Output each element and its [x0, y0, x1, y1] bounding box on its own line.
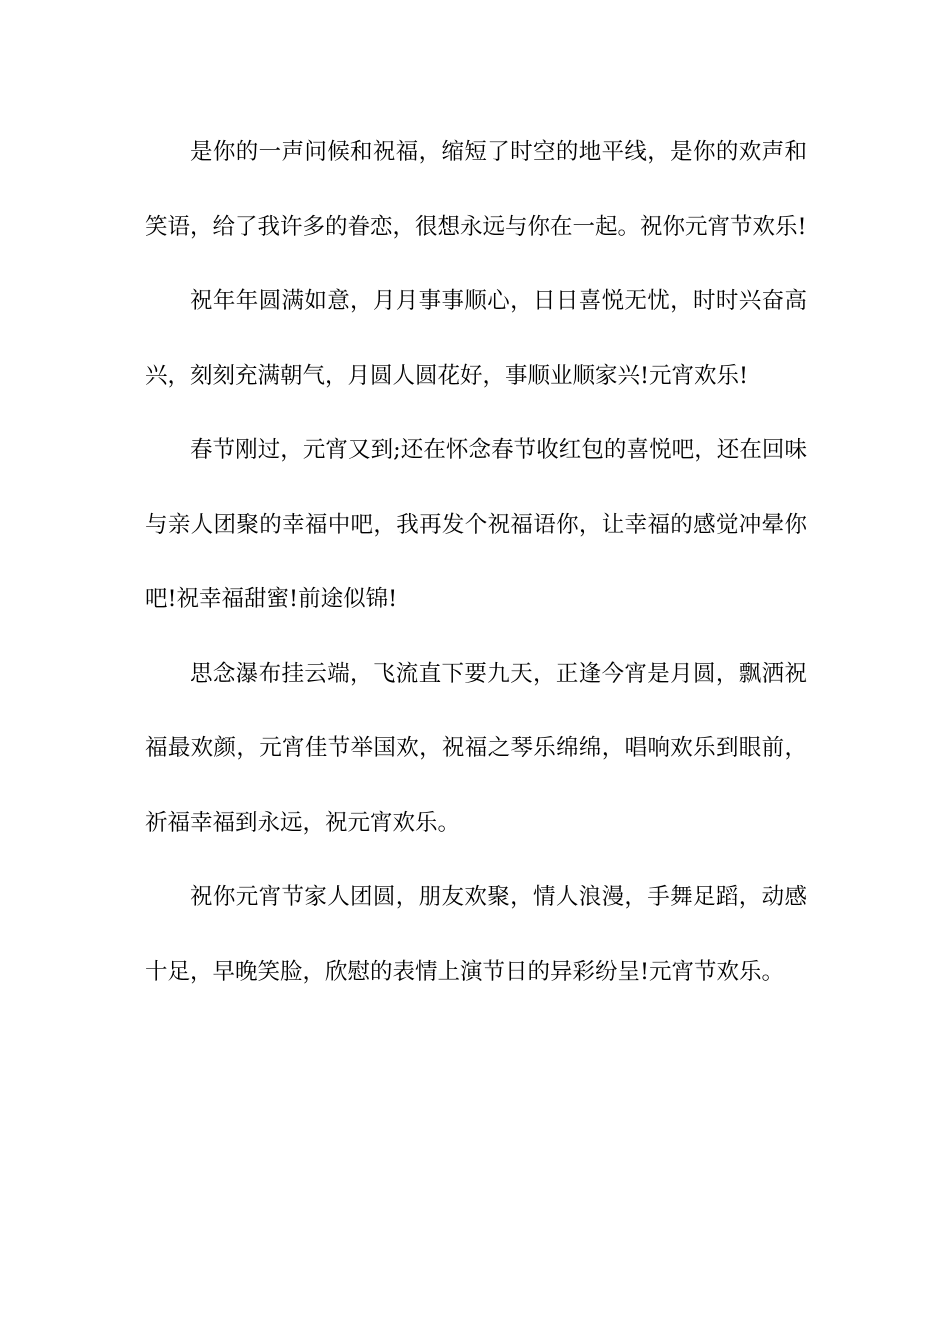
paragraph-1: 是你的一声问候和祝福，缩短了时空的地平线，是你的欢声和笑语，给了我许多的眷恋，很想永远与你在一起。祝你元宵节欢乐!	[145, 139, 807, 240]
paragraph-4: 思念瀑布挂云端，飞流直下要九天，正逢今宵是月圆，飘洒祝福最欢颜，元宵佳节举国欢，祝福之琴乐绵绵，唱响欢乐到眼前，祈福幸福到永远，祝元宵欢乐。	[145, 660, 807, 836]
paragraph-3: 春节刚过，元宵又到;还在怀念春节收红包的喜悦吧，还在回味与亲人团聚的幸福中吧，我再发个祝福语你，让幸福的感觉冲晕你吧!祝幸福甜蜜!前途似锦!	[145, 437, 807, 612]
paragraph-5: 祝你元宵节家人团圆，朋友欢聚，情人浪漫，手舞足蹈，动感十足，早晚笑脸，欣慰的表情上演节日的异彩纷呈!元宵节欢乐。	[145, 884, 807, 985]
paragraph-2: 祝年年圆满如意，月月事事顺心，日日喜悦无忧，时时兴奋高兴，刻刻充满朝气，月圆人圆花好，事顺业顺家兴!元宵欢乐!	[145, 288, 807, 389]
document-body	[145, 115, 807, 1009]
